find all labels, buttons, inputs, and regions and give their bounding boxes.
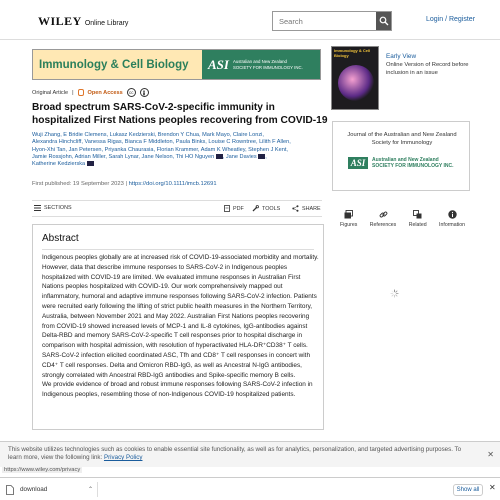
link-icon: [378, 209, 388, 219]
related-label: Related: [408, 222, 427, 228]
article-title: Broad spectrum SARS-CoV-2-specific immunity in hospitalized First Nations peoples recovering from COVID-19: [32, 102, 328, 126]
cookie-banner: [0, 441, 500, 467]
journal-cover[interactable]: [331, 46, 379, 110]
chevron-up-icon[interactable]: ⌃: [87, 487, 93, 493]
abstract-section: [32, 224, 324, 430]
published-info: [32, 181, 217, 187]
pdf-label: PDF: [233, 205, 244, 212]
related-icon: [413, 209, 423, 219]
open-access-icon: [78, 89, 84, 96]
pdf-button[interactable]: [224, 205, 244, 212]
society-logo-line-1: Australian and New Zealand: [372, 157, 439, 163]
share-icon: [292, 205, 299, 212]
information-label: Information: [439, 222, 465, 228]
download-bar: [0, 477, 500, 500]
email-icon[interactable]: [87, 161, 94, 166]
wiley-logo[interactable]: [38, 14, 128, 29]
society-box: [332, 121, 470, 191]
society-logo-line-2: SOCIETY FOR IMMUNOLOGY INC.: [372, 163, 454, 169]
author-line[interactable]: Jamie Rossjohn, Adrian Miller, Sarah Lynar, Jane Nelson, Thi HO Nguyen , Jane Davies ,: [32, 153, 267, 160]
sections-label: SECTIONS: [44, 205, 72, 211]
cover-title: Immunology & Cell Biology: [334, 48, 371, 58]
society-logo[interactable]: [348, 156, 456, 170]
wrench-icon: [252, 205, 259, 212]
cookie-text-block: [8, 446, 468, 462]
search-icon: [379, 16, 389, 26]
close-icon[interactable]: ✕: [489, 483, 496, 492]
author-line-text: Jamie Rossjohn, Adrian Miller, Sarah Lynar, Jane Nelson, Thi HO Nguyen: [32, 153, 215, 160]
early-view-title[interactable]: Early View: [386, 53, 417, 60]
references-label: References: [369, 222, 397, 228]
info-icon: [447, 209, 457, 219]
download-item[interactable]: [6, 482, 98, 497]
article-type: Original Article: [32, 89, 69, 96]
references-button[interactable]: [370, 209, 397, 228]
close-icon[interactable]: ✕: [487, 450, 494, 459]
cover-image: [338, 65, 374, 101]
author-line[interactable]: Alexandra Hinchcliff, Vanessa Rigas, Bianca F Middleton, Paula Binks, Louise C Rowntree, Lilith F Allen,: [32, 139, 291, 146]
society-line-2: SOCIETY FOR IMMUNOLOGY INC.: [232, 64, 303, 70]
author-line[interactable]: [32, 161, 322, 168]
asi-logo-mark: ASI: [348, 157, 368, 169]
status-url-bar: [0, 467, 500, 476]
tools-label: TOOLS: [262, 205, 281, 212]
cc-by-icon[interactable]: [140, 88, 149, 97]
sections-button[interactable]: [34, 205, 72, 211]
separator: |: [125, 181, 127, 187]
file-icon: [6, 485, 14, 495]
share-label: SHARE: [302, 205, 321, 212]
information-button[interactable]: [439, 209, 465, 228]
author-line[interactable]: Wuji Zhang, E Bridie Clemens, Lukasz Kedzierski, Brendon Y Chua, Mark Mayo, Claire Lonzi,: [32, 132, 264, 138]
login-register-link[interactable]: Login / Register: [426, 16, 476, 23]
email-icon[interactable]: [216, 154, 223, 159]
loading-spinner-icon: [390, 289, 399, 298]
article-toolbar: [32, 200, 322, 217]
email-icon[interactable]: [258, 154, 265, 159]
figures-button[interactable]: [340, 209, 357, 228]
society-line-1: Australian and New Zealand: [232, 59, 287, 65]
article-meta: Original Article | Open Access cc: [32, 88, 149, 97]
journal-name: Immunology & Cell Biology: [39, 58, 189, 71]
published-date: First published: 19 September 2023: [32, 181, 124, 187]
author-line[interactable]: Hyon-Xhi Tan, Jan Petersen, Priyanka Chaurasia, Florian Krammer, Adam K Wheatley, Stephen J Kent,: [32, 146, 288, 153]
privacy-policy-link[interactable]: Privacy Policy: [103, 454, 143, 461]
search-input[interactable]: [273, 12, 376, 30]
society-banner: [202, 50, 320, 79]
early-view-text: Online Version of Record before inclusion in an issue: [386, 62, 469, 76]
figures-label: Figures: [340, 222, 358, 228]
society-name: Journal of the Australian and New Zealand Society for Immunology: [347, 132, 457, 146]
share-button[interactable]: [292, 205, 321, 212]
search-box: [272, 11, 392, 31]
list-icon: [34, 205, 41, 211]
journal-banner[interactable]: [32, 49, 321, 80]
article-tools: [340, 209, 465, 228]
open-access-label: Open Access: [87, 89, 123, 96]
abstract-heading: Abstract: [42, 233, 79, 244]
logo-main-text: WILEY: [38, 14, 82, 28]
creative-commons-icon[interactable]: cc: [127, 88, 136, 97]
doi-link[interactable]: https://doi.org/10.1111/imcb.12691: [128, 181, 217, 187]
author-last: Katherine Kedzierska: [32, 161, 86, 168]
pdf-icon: [224, 205, 230, 212]
divider: [42, 249, 314, 250]
download-name: download: [20, 486, 48, 493]
show-all-button[interactable]: Show all: [453, 484, 483, 496]
abstract-text: Indigenous peoples globally are at increased risk of COVID-19-associated morbidity and mortality. However, data that describe immune responses to SARS-CoV-2 in Indigenous peoples hospitalized with COVID-19 are limited. We evaluated immune responses in Australian First Nations peoples hospitalized with COVID-19. Our work comprehensively mapped out inflammatory, humoral and adaptive immune responses following SARS-CoV-2 infection. Patients were recruited early following the lifting of strict public health measures in the Northern Territory, Australia, between November 2021 and May 2022. Australian First Nations peoples recovering from COVID-19 showed increased levels of MCP-1 and IL-8 cytokines, IgG-antibodies against Delta-RBD and memory SARS-CoV-2-specific T cell responses prior to hospital discharge in comparison with hospital admission, with resolution of hyperactivated HLA-DR⁺CD38⁺ T cells. SARS-CoV-2 infection elicited coordinated ASC, Tfh and CD8⁺ T cell responses in concert with CD4⁺ T cell responses. Delta and Omicron RBD-IgG, as well as Ancestral N-IgG antibodies, strongly correlated with Ancestral RBD-IgG antibodies and Spike-specific memory B cells. We provide evidence of broad and robust immune responses following SARS-CoV-2 infection in Indigenous peoples, resembling those of non-Indigenous COVID-19 hospitalized patients.: [42, 254, 319, 399]
tools-button[interactable]: [252, 205, 280, 212]
top-bar: [0, 0, 500, 40]
author-line-end: , Jane Davies: [222, 153, 257, 160]
asi-logo: ASI: [208, 56, 229, 72]
search-button[interactable]: [376, 12, 391, 30]
author-list: [32, 132, 322, 168]
logo-sub-text: Online Library: [84, 20, 129, 27]
images-icon: [344, 209, 354, 219]
status-url: https://www.wiley.com/privacy: [4, 467, 81, 473]
cookie-text: This website utilizes technologies such as cookies to enable essential site functionality, as well as for analytics, personalization, and targeted advertising purposes. To learn more, view the following link:: [8, 446, 462, 461]
related-button[interactable]: [409, 209, 427, 228]
